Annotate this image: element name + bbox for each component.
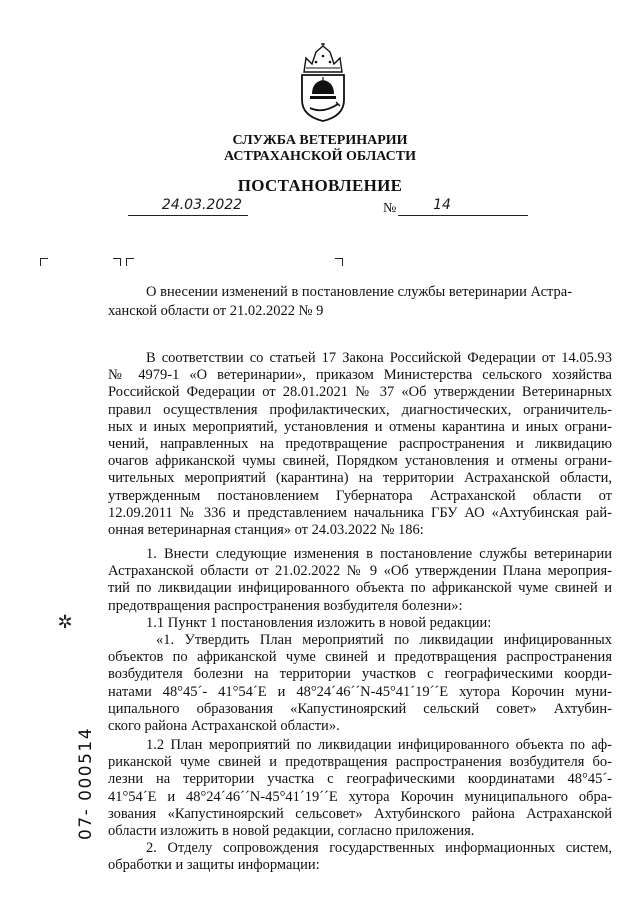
document-title [108,283,612,321]
text-line: чений, направленных на предотвращение распространения и ликвидацию [108,436,612,453]
text-line: 2. Отделу сопровождения государственных информационных систем, [146,840,612,856]
text-line: онная ветеринарная станция» от 24.03.2022 № 186: [108,522,424,539]
point-1-2 [108,737,612,840]
text-line: В соответствии со статьей 17 Закона Российской Федерации от 14.05.93 [146,350,612,366]
document-date: 24.03.2022 [161,197,243,213]
text-line: обработки и защиты информации: [108,857,320,874]
point-1 [108,546,612,615]
text-line: ципального образования «Капустиноярский сельский совет» Ахтубин- [108,700,612,717]
text-line: объектов по африканской чуме свиней и предотвращения распространения [108,649,612,666]
title-line: ханской области от 21.02.2022 № 9 [108,303,324,319]
text-line: ных и иных мероприятий, установления и отмены карантина и иных ограни- [108,418,612,435]
corner-mark [40,258,48,266]
title-line: О внесении изменений в постановление службы ветеринарии Астра- [146,284,573,300]
text-line: 12.09.2011 № 336 и представлением начальника ГБУ АО «Ахтубинская рай- [108,504,612,521]
text-line: чительных мероприятий (карантина) на территории Астраханской области, [108,470,612,487]
org-name-line2: АСТРАХАНСКОЙ ОБЛАСТИ [223,149,416,164]
text-line: тий по ликвидации инфицированного объекта по африканской чуме свиней и [108,580,612,597]
preamble [108,350,612,539]
text-line: натами 48°45´- 41°54´Е и 48°24´46´´N-45°41´19´´Е хутора Корочин муни- [108,683,612,700]
text-line: № 4979-1 «О ветеринарии», приказом Министерства сельского хозяйства [108,367,612,384]
registration-number-text: 07- 000514 [76,726,96,840]
text-line: риканской чуме свиней и предотвращения распространения возбудителя бо- [108,754,612,771]
document-type: ПОСТАНОВЛЕНИЕ [237,176,403,195]
text-line: Астраханской области от 21.02.2022 № 9 «Об утверждении Плана мероприя- [108,563,612,580]
document-number: 14 [433,197,451,213]
text-line: предотвращения распространения возбудителя болезни»: [108,597,463,614]
text-line: 1.1 Пункт 1 постановления изложить в новой редакции: [146,615,492,631]
text-line: «1. Утвердить План мероприятий по ликвидации инфицированных [156,632,612,648]
margin-stamp-symbol: ✲ [57,612,73,633]
org-name-line1: СЛУЖБА ВЕТЕРИНАРИИ [232,133,408,148]
point-2 [108,840,612,874]
text-line: 41°54´Е и 48°24´46´´N-45°41´19´´Е хутора Корочин муниципального обра- [108,788,612,805]
text-line: утвержденным постановлением Губернатора Астраханской области от [108,487,612,504]
corner-mark [126,258,134,266]
text-line: области изложить в новой редакции, согласно приложения. [108,823,475,840]
text-line: очагов африканской чумы свиней, Порядком установления и отмены ограни- [108,453,612,470]
date-underline [128,215,248,216]
text-line: Российской Федерации от 28.01.2021 № 37 «Об утверждении Ветеринарных [108,384,612,401]
text-line: ского района Астраханской области». [108,718,340,735]
text-line: правил осуществления профилактических, диагностических, ограничитель- [108,401,612,418]
quoted-point-1 [108,632,612,735]
text-line: зования «Капустиноярский сельсовет» Ахтубинского района Астраханской [108,805,612,822]
corner-mark [335,258,343,266]
coat-of-arms-emblem-icon [296,42,350,122]
text-line: 1. Внести следующие изменения в постановление службы ветеринарии [146,546,612,562]
text-line: лезни на территории участка с географическими координатами 48°45´- [108,771,612,788]
corner-mark [113,258,121,266]
number-sign: № [383,201,397,216]
point-1-1 [108,615,612,632]
text-line: возбудителя болезни на территории участков с географическими коорди- [108,666,612,683]
registration-number [54,590,96,840]
text-line: 1.2 План мероприятий по ликвидации инфицированного объекта по аф- [146,737,612,753]
number-underline [398,215,528,216]
